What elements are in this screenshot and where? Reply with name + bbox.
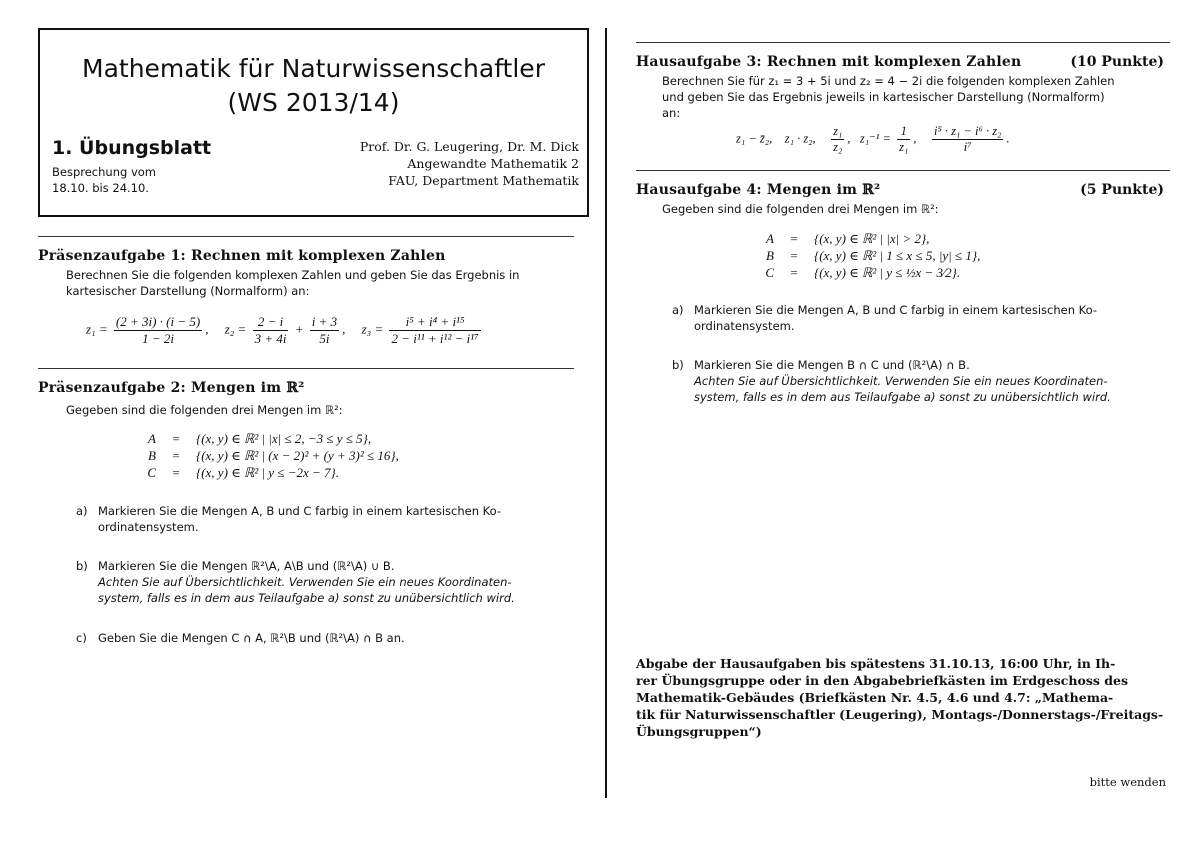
p2-b-line1: Markieren Sie die Mengen ℝ²\A, A\B und (ℝ²\A) ∪ B. xyxy=(98,559,395,573)
course-title xyxy=(40,52,587,120)
authors-line1: Prof. Dr. G. Leugering, Dr. M. Dick xyxy=(359,139,579,154)
p1-title: Präsenzaufgabe 1: Rechnen mit komplexen Zahlen xyxy=(38,248,446,264)
h3-big-den: i⁷ xyxy=(963,140,972,154)
p2-set-b-rhs: {(x, y) ∈ ℝ² | (x − 2)² + (y + 3)² ≤ 16}, xyxy=(196,448,399,463)
h3-inv-num: 1 xyxy=(897,124,910,140)
z2-numerator-2: i + 3 xyxy=(311,314,338,329)
z2-label: z₂ = xyxy=(224,321,247,337)
z3-label: z₃ = xyxy=(361,321,384,337)
submission-notice xyxy=(636,655,1166,740)
p2-set-b xyxy=(134,447,399,464)
p1-text xyxy=(66,267,519,299)
h3-frac-den: z₂ xyxy=(833,140,843,154)
h4-b-line3: system, falls es in dem aus Teilaufgabe a) sonst zu unübersichtlich wird. xyxy=(694,390,1111,404)
p2-set-b-op: = xyxy=(172,448,180,463)
p2-set-c-op: = xyxy=(172,465,180,480)
submission-line2: rer Übungsgruppe oder in den Abgabebriefkästen im Erdgeschoss des xyxy=(636,673,1129,688)
p1-equations: z₁ = $\frac{(2 + 3i) \cdot (i - 5)}{1 - 2i}$ , z₂ = $\frac{2 - i}{3 + 4i}$ + $\frac{i + 3}{5i}$ , z₃ = $\frac{\text{i⁵ + i⁴ + i¹⁵}}{\text{2 − i¹¹ + i¹² − i¹⁷}}$ xyxy=(86,314,479,346)
p2-set-c-lhs: C xyxy=(147,465,156,480)
h4-set-b-lhs: B xyxy=(766,248,774,263)
p2-item-b xyxy=(76,558,556,606)
p2-sets xyxy=(134,430,399,481)
h4-a-line1: Markieren Sie die Mengen A, B und C farbig in einem kartesischen Ko- xyxy=(694,303,1098,317)
h4-set-a-lhs: A xyxy=(766,231,774,246)
h3-inverse: z₁⁻¹ = xyxy=(859,131,891,146)
h3-expressions: z₁ − z̄₂, z₁ · z₂, $\frac{\text{z₁}}{\text{z₂}}$ , z₁⁻¹ = $\frac{1}{\text{z₁}}$ , $\frac{\text{i⁵ · z₁ − i⁶ · z₂}}{\text{i⁷}}$ . xyxy=(736,124,1010,154)
h3-frac xyxy=(831,124,844,155)
h4-set-b xyxy=(752,247,980,264)
h4-set-a-op: = xyxy=(790,231,798,246)
h4-item-a xyxy=(672,302,1162,334)
authors-info xyxy=(360,138,579,189)
h4-title: Hausaufgabe 4: Mengen im ℝ² xyxy=(636,182,881,198)
h4-set-c xyxy=(752,264,980,281)
submission-line5: Übungsgruppen“) xyxy=(636,724,762,739)
p2-item-c xyxy=(76,630,556,646)
rule-p2-top xyxy=(38,368,574,369)
p2-b-line2: Achten Sie auf Übersichtlichkeit. Verwenden Sie ein neues Koordinaten- xyxy=(98,575,512,589)
h4-set-a xyxy=(752,230,980,247)
h3-title: Hausaufgabe 3: Rechnen mit komplexen Zahlen xyxy=(636,54,1022,70)
p2-set-b-lhs: B xyxy=(148,448,156,463)
z2-fraction-2 xyxy=(310,314,339,347)
p2-c-label: c) xyxy=(76,631,87,645)
h4-set-b-op: = xyxy=(790,248,798,263)
h4-a-line2: ordinatensystem. xyxy=(694,319,795,333)
h3-expr1: z₁ − z̄₂, xyxy=(736,131,773,146)
rule-p1-top xyxy=(38,236,574,237)
submission-line3: Mathematik-Gebäudes (Briefkästen Nr. 4.5, 4.6 und 4.7: „Mathema- xyxy=(636,690,1114,705)
p2-set-a-op: = xyxy=(172,431,180,446)
h3-points: (10 Punkte) xyxy=(1070,54,1164,70)
p2-b-label: b) xyxy=(76,559,88,573)
h3-text-line2: und geben Sie das Ergebnis jeweils in kartesischer Darstellung (Normalform) xyxy=(662,90,1105,104)
course-title-line1: Mathematik für Naturwissenschaftler xyxy=(82,54,545,83)
discussion-line1: Besprechung vom xyxy=(52,165,156,179)
z3-denominator: 2 − i¹¹ + i¹² − i¹⁷ xyxy=(391,331,479,346)
z1-fraction xyxy=(114,314,202,347)
h4-item-b xyxy=(672,357,1162,405)
column-divider xyxy=(605,28,607,798)
h4-points: (5 Punkte) xyxy=(1080,182,1164,198)
discussion-line2: 18.10. bis 24.10. xyxy=(52,181,149,195)
p1-text-line1: Berechnen Sie die folgenden komplexen Zahlen und geben Sie das Ergebnis in xyxy=(66,268,520,282)
z1-label: z₁ = xyxy=(86,321,108,337)
p1-text-line2: kartesischer Darstellung (Normalform) an: xyxy=(66,284,310,298)
p2-a-label: a) xyxy=(76,504,88,518)
p2-set-a xyxy=(134,430,399,447)
h3-big-frac xyxy=(932,124,1004,155)
h4-intro: Gegeben sind die folgenden drei Mengen im ℝ²: xyxy=(662,202,939,216)
p2-c-line1: Geben Sie die Mengen C ∩ A, ℝ²\B und (ℝ²\A) ∩ B an. xyxy=(98,631,405,645)
h3-expr2: z₁ · z₂, xyxy=(784,131,816,146)
h4-a-label: a) xyxy=(672,303,684,317)
submission-line4: tik für Naturwissenschaftler (Leugering), Montags-/Donnerstags-/Freitags- xyxy=(636,707,1164,722)
rule-h3-top xyxy=(636,42,1170,43)
rule-h4-top xyxy=(636,170,1170,171)
p2-a-line2: ordinatensystem. xyxy=(98,520,199,534)
h4-b-line1: Markieren Sie die Mengen B ∩ C und (ℝ²\A) ∩ B. xyxy=(694,358,970,372)
p2-b-line3: system, falls es in dem aus Teilaufgabe a) sonst zu unübersichtlich wird. xyxy=(98,591,515,605)
z2-numerator-1: 2 − i xyxy=(253,314,289,331)
submission-line1: Abgabe der Hausaufgaben bis spätestens 31.10.13, 16:00 Uhr, in Ih- xyxy=(636,656,1116,671)
p2-item-a xyxy=(76,503,556,535)
h4-set-c-rhs: {(x, y) ∈ ℝ² | y ≤ ½x − 3⁄2}. xyxy=(814,265,961,280)
course-title-line2: (WS 2013/14) xyxy=(227,88,400,117)
sheet-title: 1. Übungsblatt xyxy=(52,137,212,159)
h3-frac-num: z₁ xyxy=(833,124,843,138)
discussion-info xyxy=(52,164,156,196)
h4-b-label: b) xyxy=(672,358,684,372)
h3-big-num: i⁵ · z₁ − i⁶ · z₂ xyxy=(933,124,1002,138)
h4-sets xyxy=(752,230,980,281)
z2-denominator-1: 3 + 4i xyxy=(254,331,287,346)
h4-set-b-rhs: {(x, y) ∈ ℝ² | 1 ≤ x ≤ 5, |y| ≤ 1}, xyxy=(814,248,981,263)
authors-line3: FAU, Department Mathematik xyxy=(388,173,579,188)
p2-intro: Gegeben sind die folgenden drei Mengen im ℝ²: xyxy=(66,403,343,417)
p2-set-c-rhs: {(x, y) ∈ ℝ² | y ≤ −2x − 7}. xyxy=(196,465,339,480)
p2-set-a-rhs: {(x, y) ∈ ℝ² | |x| ≤ 2, −3 ≤ y ≤ 5}, xyxy=(196,431,372,446)
z2-plus: + xyxy=(294,321,304,337)
h3-text-line1: Berechnen Sie für z₁ = 3 + 5i und z₂ = 4 − 2i die folgenden komplexen Zahlen xyxy=(662,74,1115,88)
z2-denominator-2: 5i xyxy=(319,331,330,346)
p2-set-a-lhs: A xyxy=(148,431,156,446)
h4-set-a-rhs: {(x, y) ∈ ℝ² | |x| > 2}, xyxy=(814,231,930,246)
z3-fraction xyxy=(389,314,480,347)
authors-line2: Angewandte Mathematik 2 xyxy=(407,156,579,171)
h4-b-line2: Achten Sie auf Übersichtlichkeit. Verwenden Sie ein neues Koordinaten- xyxy=(694,374,1108,388)
h4-set-c-lhs: C xyxy=(765,265,774,280)
p2-title: Präsenzaufgabe 2: Mengen im ℝ² xyxy=(38,380,305,396)
h4-set-c-op: = xyxy=(790,265,798,280)
turn-page-note: bitte wenden xyxy=(1089,775,1166,789)
z2-fraction-1 xyxy=(253,314,289,347)
z3-numerator: i⁵ + i⁴ + i¹⁵ xyxy=(389,314,480,331)
p2-a-line1: Markieren Sie die Mengen A, B und C farbig in einem kartesischen Ko- xyxy=(98,504,502,518)
h3-inv-frac xyxy=(897,124,910,155)
z1-denominator: 1 − 2i xyxy=(142,331,174,346)
p2-set-c xyxy=(134,464,399,481)
h3-inv-den: z₁ xyxy=(899,140,909,154)
h3-text-line3: an: xyxy=(662,106,681,120)
h3-text xyxy=(662,73,1115,121)
header-box xyxy=(38,28,589,217)
z1-numerator: (2 + 3i) · (i − 5) xyxy=(115,314,201,329)
